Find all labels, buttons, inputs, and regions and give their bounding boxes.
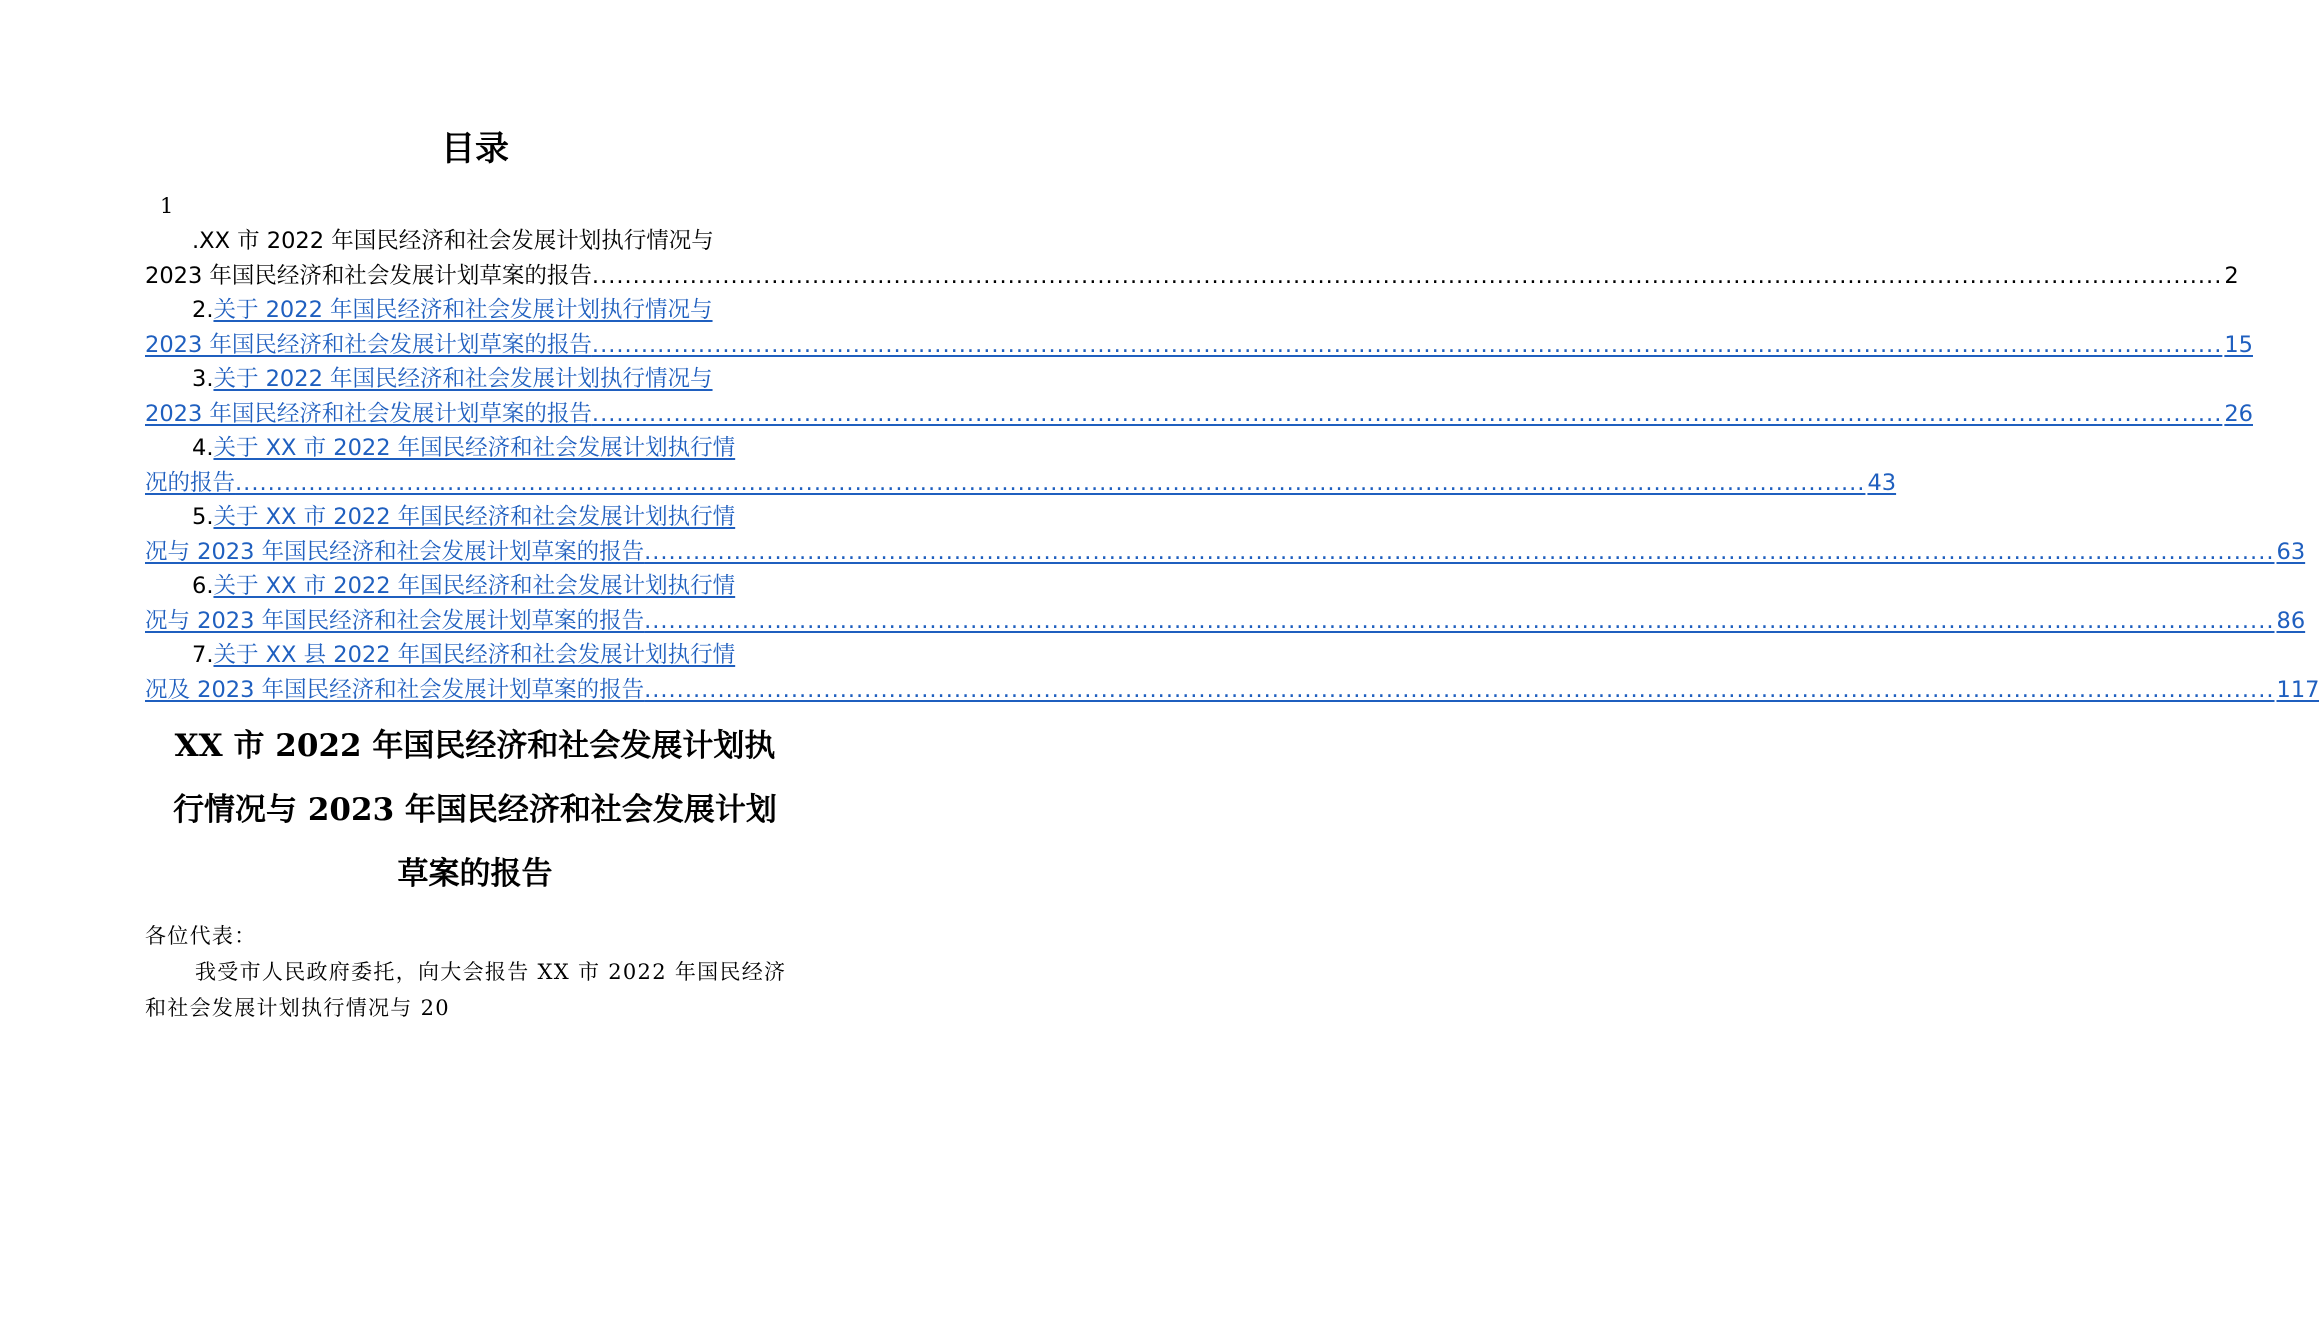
toc-entry-link[interactable]: 关于 XX 市 2022 年国民经济和社会发展计划执行情 bbox=[213, 573, 736, 599]
toc-entry-number: 5. bbox=[192, 504, 214, 530]
toc-entry-number: 3. bbox=[192, 366, 214, 392]
toc-entry-text: 2023 年国民经济和社会发展计划草案的报告 bbox=[145, 262, 592, 289]
toc-dot-leader: ........................................................................................................................................................................................................ bbox=[591, 331, 2223, 358]
toc-page-number[interactable]: 43 bbox=[1867, 469, 1897, 496]
toc-entry-link[interactable]: 2023 年国民经济和社会发展计划草案的报告 bbox=[145, 331, 592, 358]
toc-entry-link[interactable]: 况的报告 bbox=[145, 469, 236, 496]
toc-entry-text: .XX 市 2022 年国民经济和社会发展计划执行情况与 bbox=[192, 228, 714, 254]
toc-entry[interactable] bbox=[145, 362, 2253, 431]
document-body bbox=[145, 918, 807, 1026]
toc-entry-link[interactable]: 关于 XX 市 2022 年国民经济和社会发展计划执行情 bbox=[213, 435, 736, 461]
toc-page-number[interactable]: 26 bbox=[2224, 400, 2253, 427]
toc-entry-link[interactable]: 关于 XX 市 2022 年国民经济和社会发展计划执行情 bbox=[213, 504, 736, 530]
toc-page-number[interactable]: 15 bbox=[2224, 331, 2253, 358]
toc-entry[interactable] bbox=[145, 569, 2306, 638]
toc-entry-link[interactable]: 况与 2023 年国民经济和社会发展计划草案的报告 bbox=[145, 607, 645, 634]
document-title bbox=[130, 714, 820, 906]
toc-entry-link[interactable]: 关于 XX 县 2022 年国民经济和社会发展计划执行情 bbox=[213, 642, 736, 668]
toc-page-number: 2 bbox=[2224, 262, 2239, 289]
toc-entry-number: 7. bbox=[192, 642, 214, 668]
toc-entry-link[interactable]: 况及 2023 年国民经济和社会发展计划草案的报告 bbox=[145, 676, 645, 703]
toc-page-number[interactable]: 117 bbox=[2276, 676, 2319, 703]
toc-page-number[interactable]: 86 bbox=[2276, 607, 2306, 634]
toc-dot-leader: ........................................................................................................................................................................................................ bbox=[235, 469, 1866, 496]
toc-entry bbox=[145, 224, 2239, 293]
salutation: 各位代表： bbox=[145, 924, 257, 948]
document-title-line: 草案的报告 bbox=[397, 856, 553, 892]
toc-entry[interactable] bbox=[145, 638, 2319, 707]
toc-entry-link[interactable]: 关于 2022 年国民经济和社会发展计划执行情况与 bbox=[213, 297, 713, 323]
toc-dot-leader: ........................................................................................................................................................................................................ bbox=[591, 400, 2223, 427]
document-title-line: XX 市 2022 年国民经济和社会发展计划执 bbox=[174, 728, 776, 764]
toc-entry-link[interactable]: 况与 2023 年国民经济和社会发展计划草案的报告 bbox=[145, 538, 645, 565]
body-paragraph: 我受市人民政府委托，向大会报告 XX 市 2022 年国民经济和社会发展计划执行情况与 20 bbox=[145, 960, 787, 1020]
toc-entry-link[interactable]: 关于 2022 年国民经济和社会发展计划执行情况与 bbox=[213, 366, 713, 392]
toc-entry-number: 6. bbox=[192, 573, 214, 599]
document-title-line: 行情况与 2023 年国民经济和社会发展计划 bbox=[173, 792, 777, 828]
toc-entry[interactable] bbox=[145, 431, 1897, 500]
toc-entry-number: 2. bbox=[192, 297, 214, 323]
toc-dot-leader: ........................................................................................................................................................................................................ bbox=[644, 538, 2275, 565]
toc-dot-leader: ........................................................................................................................................................................................................ bbox=[591, 262, 2223, 289]
toc-entry-link[interactable]: 2023 年国民经济和社会发展计划草案的报告 bbox=[145, 400, 592, 427]
toc-entry[interactable] bbox=[145, 500, 2306, 569]
toc-marker: 1 bbox=[160, 194, 174, 218]
toc-entry-number: 4. bbox=[192, 435, 214, 461]
toc-dot-leader: ........................................................................................................................................................................................................ bbox=[644, 676, 2275, 703]
toc-entry[interactable] bbox=[145, 293, 2253, 362]
toc-title: 目录 bbox=[441, 129, 509, 169]
toc-dot-leader: ........................................................................................................................................................................................................ bbox=[644, 607, 2275, 634]
table-of-contents bbox=[145, 224, 2319, 707]
toc-page-number[interactable]: 63 bbox=[2276, 538, 2306, 565]
